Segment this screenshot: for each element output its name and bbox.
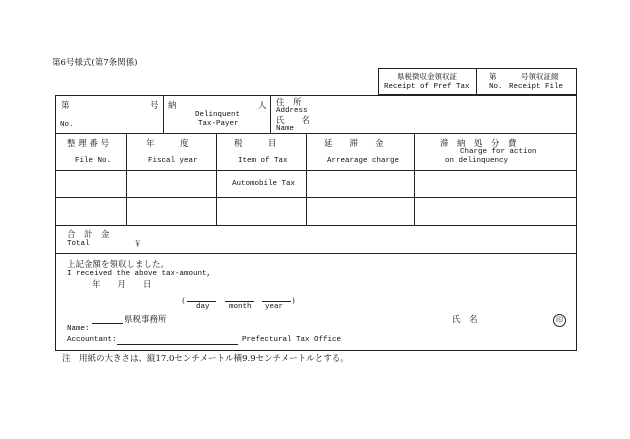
received-jp: 上記金額を領収しました。 bbox=[67, 260, 170, 270]
day-underline bbox=[187, 301, 216, 302]
rule bbox=[55, 133, 577, 134]
office-underline bbox=[92, 323, 123, 324]
receipt-title-en: Receipt of Pref Tax bbox=[384, 83, 470, 91]
rule bbox=[126, 133, 127, 226]
yen-sign: ￥ bbox=[134, 239, 142, 248]
shimei-label: 氏 名 bbox=[276, 116, 311, 126]
frame-top bbox=[55, 95, 577, 96]
rule bbox=[378, 68, 379, 95]
header-arrearage-jp: 延 滞 金 bbox=[324, 139, 384, 149]
header-charge-jp: 滞 納 処 分 費 bbox=[440, 139, 517, 149]
close-paren: ) bbox=[292, 296, 295, 305]
rule bbox=[476, 68, 477, 95]
header-file-no-jp: 整 理 番 号 bbox=[67, 139, 110, 149]
date-jp: 年 月 日 bbox=[92, 280, 152, 290]
received-en: I received the above tax-amount, bbox=[67, 270, 212, 278]
file-dai: 第 bbox=[489, 72, 497, 81]
nin-label: 人 bbox=[258, 101, 267, 111]
address-label: Address bbox=[276, 107, 308, 115]
delinquent-label: Delinquent bbox=[195, 111, 241, 119]
receipt-title-jp: 県税徴収金領収証 bbox=[397, 72, 457, 81]
row1-item-of-tax: Automobile Tax bbox=[232, 180, 296, 188]
rule bbox=[216, 133, 217, 226]
rule bbox=[378, 68, 577, 69]
frame-bottom bbox=[55, 350, 577, 351]
nou-label: 納 bbox=[168, 101, 177, 111]
accountant-label: Accountant: bbox=[67, 336, 117, 344]
dai-label: 第 bbox=[61, 101, 70, 111]
name-field-label: Name: bbox=[67, 325, 90, 333]
form-title: 第6号様式(第7条関係) bbox=[52, 58, 138, 68]
rule bbox=[306, 133, 307, 226]
no-label: No. bbox=[60, 121, 74, 129]
seal-icon: 印 bbox=[553, 314, 566, 327]
day-label: day bbox=[196, 303, 210, 311]
rule bbox=[55, 253, 577, 254]
month-label: month bbox=[229, 303, 252, 311]
name-label: Name bbox=[276, 125, 295, 133]
header-file-no-en: File No. bbox=[75, 157, 112, 165]
year-underline bbox=[262, 301, 291, 302]
office-en: Prefectural Tax Office bbox=[242, 336, 342, 344]
accountant-underline bbox=[117, 344, 238, 345]
header-item-en: Item of Tax bbox=[238, 157, 288, 165]
taxpayer-label: Tax-Payer bbox=[198, 120, 239, 128]
jusho-label: 住 所 bbox=[276, 98, 302, 108]
total-en: Total bbox=[67, 240, 90, 248]
office-jp: 県税事務所 bbox=[124, 315, 167, 325]
total-jp: 合 計 金 bbox=[67, 230, 110, 240]
year-label: year bbox=[265, 303, 284, 311]
rule bbox=[576, 68, 577, 95]
go-label: 号 bbox=[150, 101, 159, 111]
header-charge-en-1: Charge for action bbox=[460, 148, 537, 156]
header-charge-en-2: on delinquency bbox=[445, 157, 509, 165]
rule bbox=[163, 95, 164, 134]
shimei-sign-label: 氏 名 bbox=[452, 315, 478, 325]
footnote: 注 用紙の大きさは、縦17.0センチメートル横9.9センチメートルとする。 bbox=[62, 354, 349, 364]
month-underline bbox=[225, 301, 254, 302]
open-paren: ( bbox=[182, 296, 185, 305]
header-fiscal-year-jp: 年 度 bbox=[146, 139, 189, 149]
file-label-en: Receipt File bbox=[509, 83, 564, 91]
rule bbox=[55, 197, 577, 198]
rule bbox=[270, 95, 271, 134]
file-no-label: No. bbox=[489, 83, 503, 91]
header-item-jp: 税 目 bbox=[234, 139, 277, 149]
rule bbox=[55, 170, 577, 171]
header-fiscal-year-en: Fiscal year bbox=[148, 157, 198, 165]
rule bbox=[55, 225, 577, 226]
header-arrearage-en: Arrearage charge bbox=[327, 157, 400, 165]
rule bbox=[414, 133, 415, 226]
file-go: 号領収証綴 bbox=[521, 72, 559, 81]
